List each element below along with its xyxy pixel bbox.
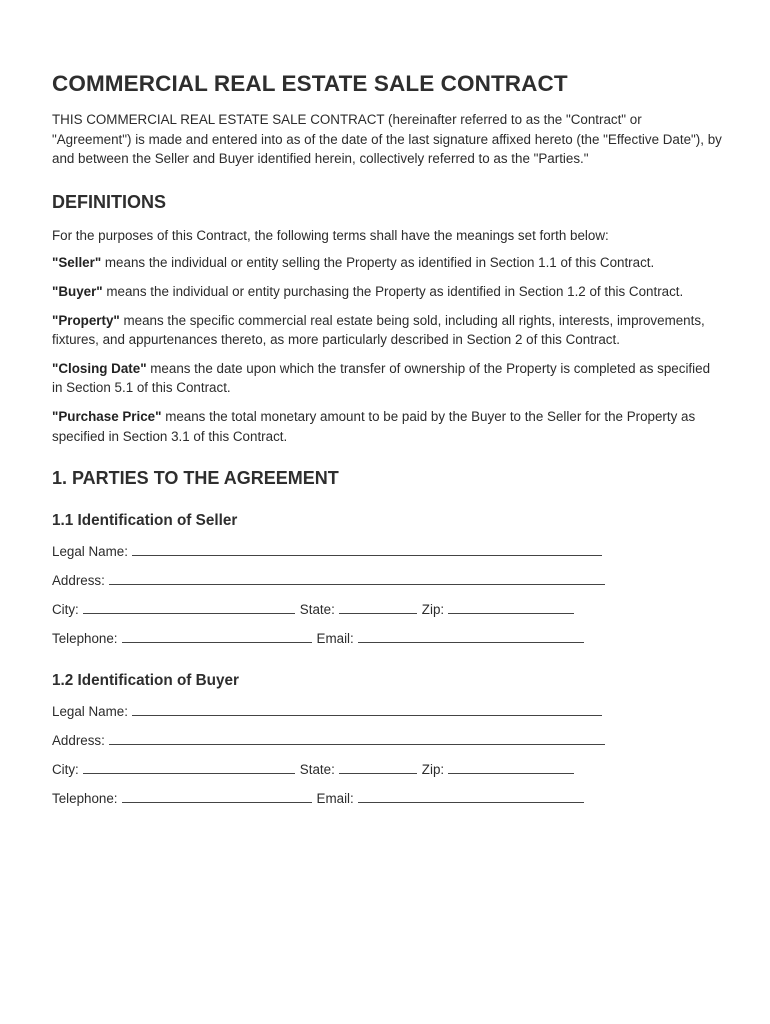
zip-label: Zip: <box>421 602 445 618</box>
definition-term: "Seller" <box>52 255 102 271</box>
seller-block <box>52 510 732 657</box>
seller-zip-field[interactable] <box>448 599 574 614</box>
buyer-legal-name-row <box>52 701 732 730</box>
section-1-heading: 1. PARTIES TO THE AGREEMENT <box>52 468 339 489</box>
seller-email-field[interactable] <box>358 628 584 643</box>
definition-text: means the individual or entity selling the Property as identified in Section 1.1 of this Contract. <box>101 255 655 271</box>
seller-telephone-field[interactable] <box>122 628 312 643</box>
seller-city-field[interactable] <box>83 599 295 614</box>
address-label: Address: <box>52 573 105 589</box>
definition-buyer <box>52 282 720 302</box>
definitions-lead: For the purposes of this Contract, the following terms shall have the meanings set forth below: <box>52 227 609 243</box>
document-title: COMMERCIAL REAL ESTATE SALE CONTRACT <box>52 71 568 96</box>
definition-term: "Purchase Price" <box>52 408 162 424</box>
seller-state-field[interactable] <box>339 599 417 614</box>
seller-legal-name-row <box>52 541 732 570</box>
definition-text: means the individual or entity purchasing the Property as identified in Section 1.2 of this Contract. <box>102 283 684 299</box>
definition-property <box>52 311 720 350</box>
contract-page <box>52 68 732 817</box>
definition-seller <box>52 253 720 273</box>
buyer-telephone-field[interactable] <box>122 788 312 803</box>
email-label: Email: <box>316 791 354 807</box>
definitions-heading: DEFINITIONS <box>52 191 167 212</box>
buyer-heading: 1.2 Identification of Buyer <box>52 672 239 690</box>
definition-text: means the date upon which the transfer of ownership of the Property is completed as specified in Section 5.1 of this Contract. <box>52 360 711 396</box>
zip-label: Zip: <box>421 762 445 778</box>
seller-address-field[interactable] <box>109 570 605 585</box>
seller-city-state-zip-row <box>52 599 732 628</box>
buyer-legal-name-field[interactable] <box>132 701 602 716</box>
buyer-city-state-zip-row <box>52 759 732 788</box>
definition-term: "Closing Date" <box>52 360 147 376</box>
buyer-zip-field[interactable] <box>448 759 574 774</box>
buyer-address-row <box>52 730 732 759</box>
city-label: City: <box>52 762 79 778</box>
intro-paragraph: THIS COMMERCIAL REAL ESTATE SALE CONTRACT (hereinafter referred to as the "Contract" or "Agreement") is made and entered into as of the date of the last signature affixed hereto (the "Effective Date"), by and between the Seller and Buyer identified herein, collectively referred to as the "Parties." <box>52 112 722 167</box>
buyer-address-field[interactable] <box>109 730 605 745</box>
city-label: City: <box>52 602 79 618</box>
seller-address-row <box>52 570 732 599</box>
definition-purchase-price <box>52 407 720 446</box>
buyer-email-field[interactable] <box>358 788 584 803</box>
definition-text: means the total monetary amount to be paid by the Buyer to the Seller for the Property as specified in Section 3.1 of this Contract. <box>52 408 696 444</box>
email-label: Email: <box>316 631 354 647</box>
definition-term: "Property" <box>52 312 120 328</box>
legal-name-label: Legal Name: <box>52 544 128 560</box>
definition-closing-date <box>52 359 720 398</box>
address-label: Address: <box>52 733 105 749</box>
legal-name-label: Legal Name: <box>52 704 128 720</box>
definition-text: means the specific commercial real estate being sold, including all rights, interests, improvements, fixtures, and appurtenances thereto, as more particularly described in Section 2 of this Contract. <box>52 312 705 348</box>
buyer-city-field[interactable] <box>83 759 295 774</box>
buyer-telephone-email-row <box>52 788 732 817</box>
telephone-label: Telephone: <box>52 631 118 647</box>
seller-heading: 1.1 Identification of Seller <box>52 512 238 530</box>
buyer-block <box>52 670 732 817</box>
definition-term: "Buyer" <box>52 283 103 299</box>
state-label: State: <box>299 602 335 618</box>
buyer-state-field[interactable] <box>339 759 417 774</box>
state-label: State: <box>299 762 335 778</box>
seller-legal-name-field[interactable] <box>132 541 602 556</box>
seller-telephone-email-row <box>52 628 732 657</box>
telephone-label: Telephone: <box>52 791 118 807</box>
